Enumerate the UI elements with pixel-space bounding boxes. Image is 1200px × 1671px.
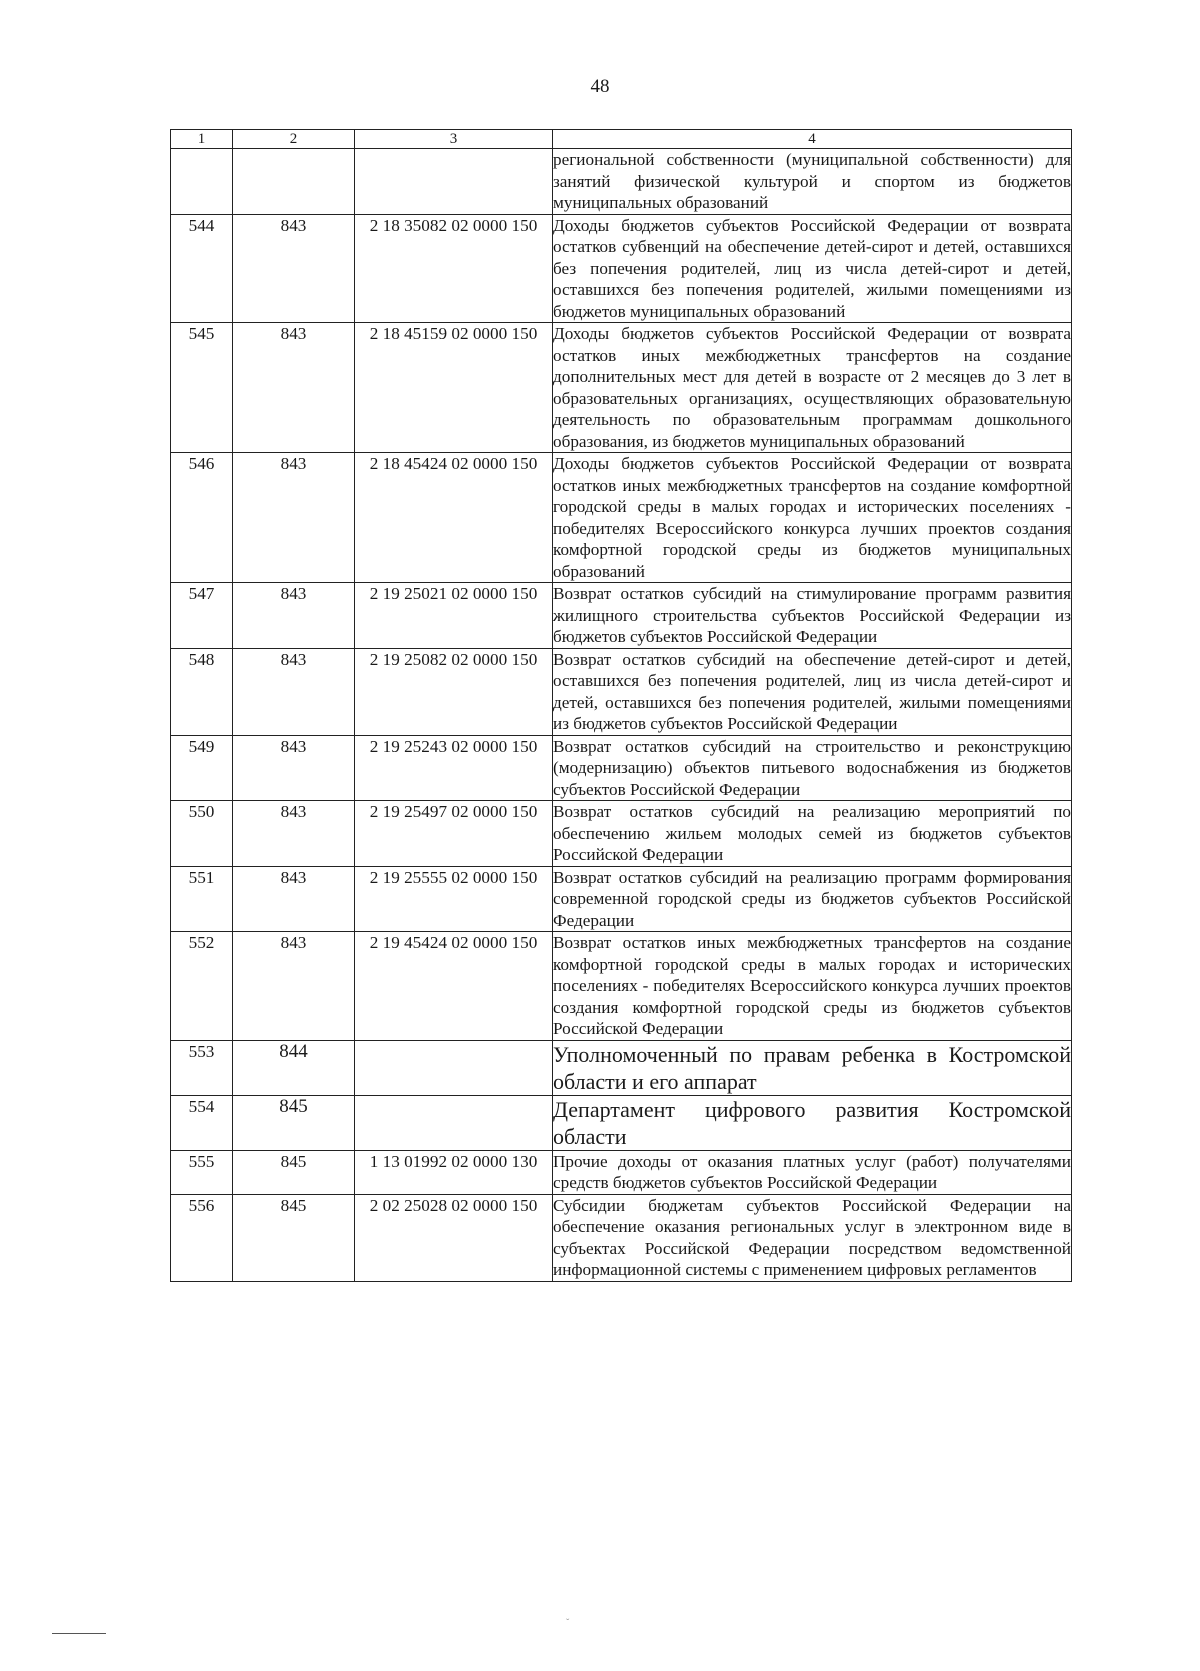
table-body — [171, 149, 1072, 1282]
row-description: Доходы бюджетов субъектов Российской Федерации от возврата остатков субвенций на обеспечение детей-сирот и детей, оставшихся без попечения родителей, лиц из числа детей-сирот и детей, оставшихся без попечения родителей, жилыми помещениями из бюджетов муниципальных образований — [553, 215, 1071, 321]
row-revenue-code: 1 13 01992 02 0000 130 — [355, 1150, 553, 1194]
row-number: 550 — [171, 801, 233, 867]
row-revenue-code: 2 19 45424 02 0000 150 — [355, 932, 553, 1041]
row-admin-code: 843 — [233, 866, 355, 932]
row-description: Возврат остатков субсидий на реализацию программ формирования современной городской среды из бюджетов субъектов Российской Федерации — [553, 867, 1071, 930]
revenue-codes-table — [170, 129, 1072, 1282]
continuation-row — [171, 149, 1072, 215]
header-col-4: 4 — [553, 130, 1072, 149]
table-row — [171, 583, 1072, 649]
row-description: Доходы бюджетов субъектов Российской Федерации от возврата остатков иных межбюджетных трансфертов на создание комфортной городской среды в малых городах и исторических поселениях - победителях Всероссийского конкурса лучших проектов создания комфортной городской среды из бюджетов муниципальных образований — [553, 454, 1071, 581]
row-number: 552 — [171, 932, 233, 1041]
table-row — [171, 1194, 1072, 1281]
row-admin-code: 843 — [233, 735, 355, 801]
continuation-num — [171, 149, 233, 215]
row-number: 551 — [171, 866, 233, 932]
row-admin-code: 845 — [233, 1194, 355, 1281]
row-admin-code: 843 — [233, 214, 355, 323]
row-revenue-code: 2 19 25555 02 0000 150 — [355, 866, 553, 932]
row-admin-code: 843 — [233, 453, 355, 583]
table-row — [171, 1150, 1072, 1194]
row-admin-code: 843 — [233, 323, 355, 453]
table-row — [171, 866, 1072, 932]
row-number: 554 — [171, 1095, 233, 1150]
row-number: 548 — [171, 648, 233, 735]
continuation-code — [355, 149, 553, 215]
row-number: 556 — [171, 1194, 233, 1281]
row-admin-code: 843 — [233, 583, 355, 649]
continuation-text: региональной собственности (муниципальной собственности) для занятий физической культурой и спортом из бюджетов муниципальных образований — [553, 150, 1071, 212]
row-revenue-code: 2 19 25243 02 0000 150 — [355, 735, 553, 801]
row-description: Возврат остатков иных межбюджетных трансфертов на создание комфортной городской среды в малых городах и исторических поселениях - победителях Всероссийского конкурса лучших проектов создания комфортной городской среды из бюджетов субъектов Российской Федерации — [553, 933, 1071, 1038]
table-row — [171, 1095, 1072, 1150]
table-row — [171, 323, 1072, 453]
row-description: Уполномоченный по правам ребенка в Костромской области и его аппарат — [553, 1041, 1071, 1094]
row-revenue-code: 2 18 45424 02 0000 150 — [355, 453, 553, 583]
row-description: Возврат остатков субсидий на реализацию мероприятий по обеспечению жильем молодых семей из бюджетов субъектов Российской Федерации — [553, 802, 1071, 864]
header-row — [171, 130, 1072, 149]
row-number: 547 — [171, 583, 233, 649]
row-admin-code: 845 — [233, 1150, 355, 1194]
table-row — [171, 1040, 1072, 1095]
row-admin-code: 843 — [233, 648, 355, 735]
header-col-2: 2 — [233, 130, 355, 149]
row-revenue-code: 2 02 25028 02 0000 150 — [355, 1194, 553, 1281]
row-description: Прочие доходы от оказания платных услуг (работ) получателями средств бюджетов субъектов Российской Федерации — [553, 1151, 1071, 1192]
table-row — [171, 735, 1072, 801]
row-number: 553 — [171, 1040, 233, 1095]
table-row — [171, 648, 1072, 735]
table-row — [171, 801, 1072, 867]
scan-edge-line — [52, 1633, 106, 1634]
row-description: Субсидии бюджетам субъектов Российской Федерации на обеспечение оказания региональных услуг в электронном виде в субъектах Российской Федерации посредством ведомственной информационной системы с применением цифровых регламентов — [553, 1195, 1071, 1279]
row-description: Возврат остатков субсидий на стимулирование программ развития жилищного строительства субъектов Российской Федерации из бюджетов субъектов Российской Федерации — [553, 584, 1071, 646]
page-number: 48 — [590, 76, 610, 97]
row-admin-code: 843 — [233, 932, 355, 1041]
row-admin-code: 844 — [233, 1040, 355, 1095]
table-row — [171, 932, 1072, 1041]
header-col-1: 1 — [171, 130, 233, 149]
row-description: Департамент цифрового развития Костромской области — [553, 1096, 1071, 1149]
row-number: 549 — [171, 735, 233, 801]
scan-speck: ˇ — [566, 1618, 570, 1629]
row-number: 546 — [171, 453, 233, 583]
row-revenue-code: 2 19 25497 02 0000 150 — [355, 801, 553, 867]
row-revenue-code: 2 19 25082 02 0000 150 — [355, 648, 553, 735]
row-revenue-code — [355, 1040, 553, 1095]
table-header — [171, 130, 1072, 149]
row-revenue-code: 2 18 45159 02 0000 150 — [355, 323, 553, 453]
row-description: Возврат остатков субсидий на обеспечение детей-сирот и детей, оставшихся без попечения родителей, лиц из числа детей-сирот и детей, оставшихся без попечения родителей, жилыми помещениями из бюджетов субъектов Российской Федерации — [553, 649, 1071, 733]
row-revenue-code: 2 18 35082 02 0000 150 — [355, 214, 553, 323]
row-revenue-code: 2 19 25021 02 0000 150 — [355, 583, 553, 649]
row-number: 545 — [171, 323, 233, 453]
row-admin-code: 845 — [233, 1095, 355, 1150]
row-admin-code: 843 — [233, 801, 355, 867]
row-description: Доходы бюджетов субъектов Российской Федерации от возврата остатков иных межбюджетных трансфертов на создание дополнительных мест для детей в возрасте от 2 месяцев до 3 лет в образовательных организациях, осуществляющих образовательную деятельность по образовательным программам дошкольного образования, из бюджетов муниципальных образований — [553, 324, 1071, 451]
row-description: Возврат остатков субсидий на строительство и реконструкцию (модернизацию) объектов питьевого водоснабжения из бюджетов субъектов Российской Федерации — [553, 736, 1071, 799]
row-number: 544 — [171, 214, 233, 323]
table-row — [171, 453, 1072, 583]
row-number: 555 — [171, 1150, 233, 1194]
row-revenue-code — [355, 1095, 553, 1150]
continuation-admin — [233, 149, 355, 215]
header-col-3: 3 — [355, 130, 553, 149]
table-row — [171, 214, 1072, 323]
